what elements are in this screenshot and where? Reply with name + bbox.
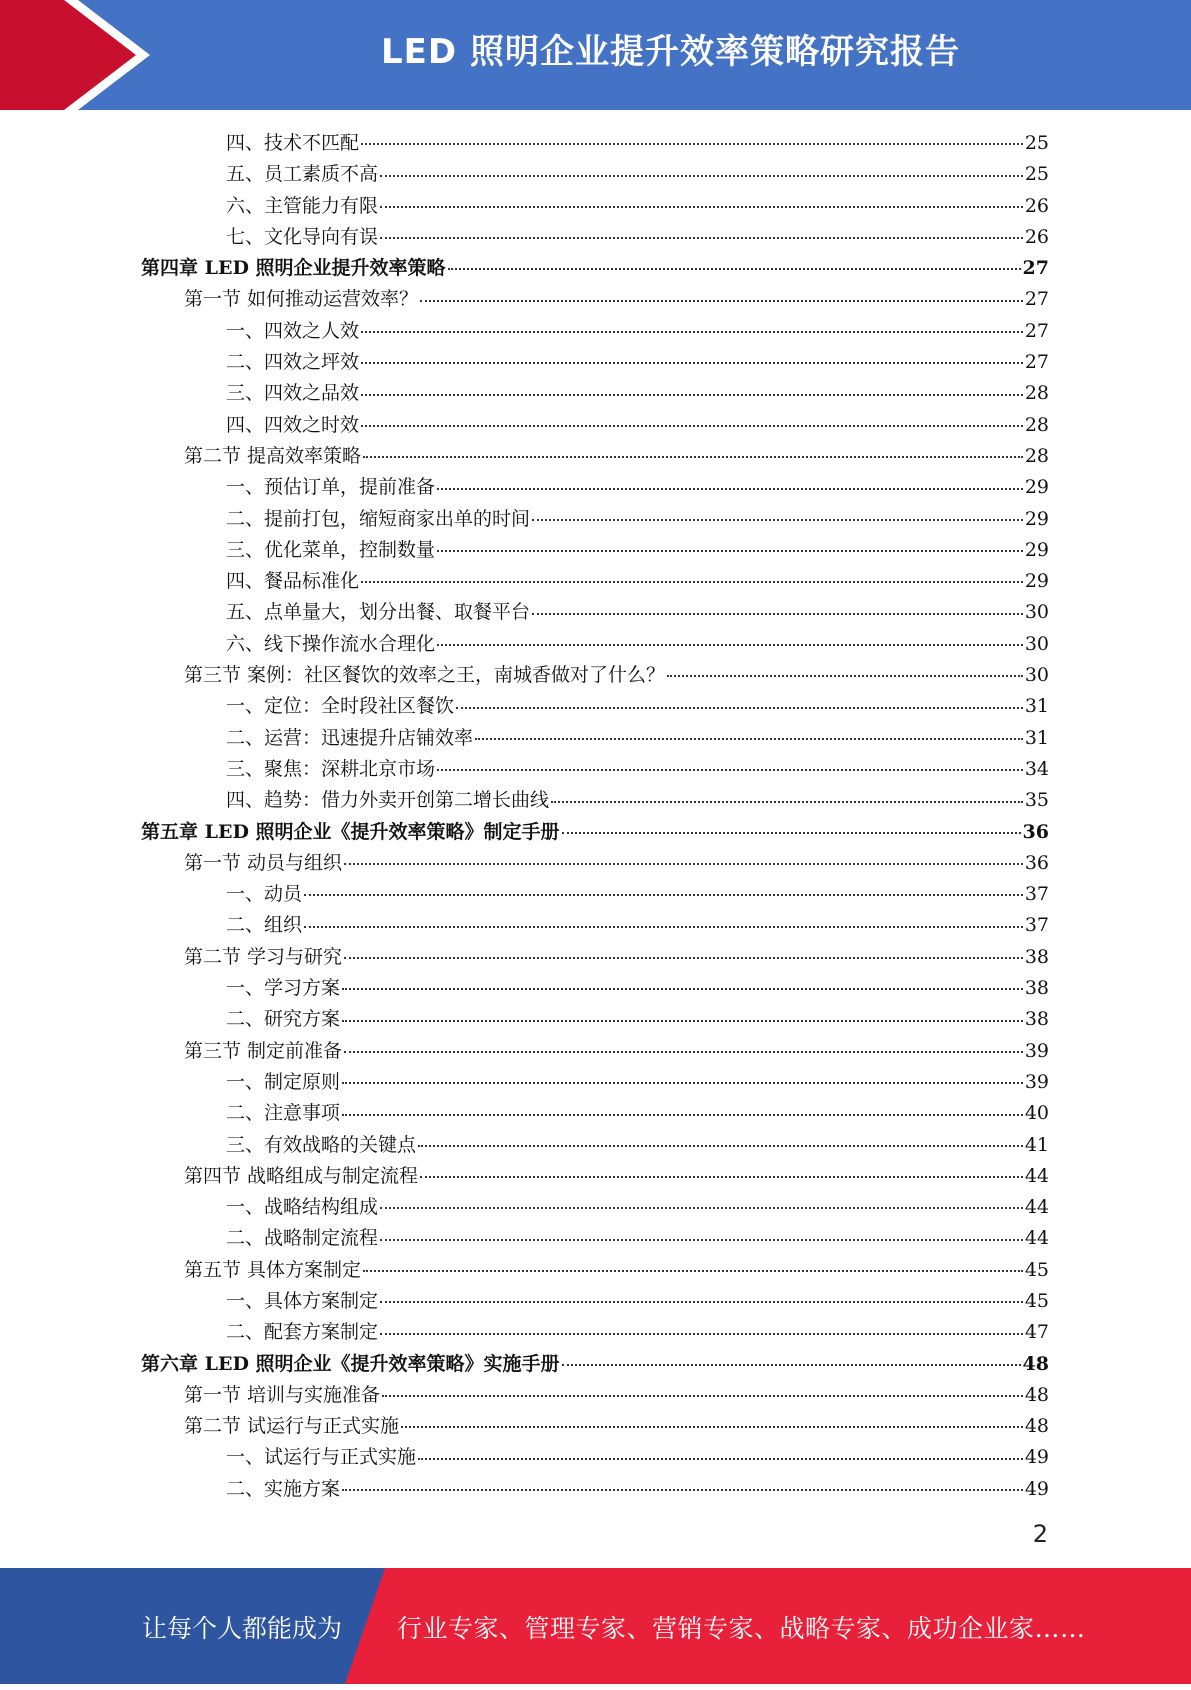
toc-section-entry[interactable] [141,284,1049,315]
toc-page-number: 27 [1024,319,1049,342]
toc-dot-leader [667,675,1023,677]
toc-entry-title: 第二节 试运行与正式实施 [184,1415,400,1438]
toc-dot-leader [363,1270,1023,1272]
toc-page-number: 39 [1024,1070,1049,1093]
toc-page-number: 30 [1024,632,1049,655]
toc-entry-title: 第六章 LED 照明企业《提升效率策略》实施手册 [141,1352,560,1375]
toc-subsection-entry[interactable] [141,597,1049,628]
toc-entry-title: 第五章 LED 照明企业《提升效率策略》制定手册 [141,820,560,843]
toc-dot-leader [361,394,1023,396]
toc-page-number: 38 [1024,1008,1049,1031]
toc-dot-leader [380,1301,1023,1303]
toc-page-number: 36 [1024,851,1049,874]
toc-subsection-entry[interactable] [141,1286,1049,1317]
toc-dot-leader [342,1020,1023,1022]
toc-page-number: 48 [1024,1415,1049,1438]
toc-page-number: 35 [1024,789,1049,812]
toc-section-entry[interactable] [141,1411,1049,1442]
toc-entry-title: 五、点单量大，划分出餐、取餐平台 [226,601,531,624]
toc-dot-leader [382,1395,1023,1397]
toc-subsection-entry[interactable] [141,723,1049,754]
toc-page-number: 48 [1022,1352,1049,1375]
toc-chapter-entry[interactable] [141,817,1049,848]
toc-subsection-entry[interactable] [141,973,1049,1004]
toc-dot-leader [456,707,1023,709]
toc-page-number: 37 [1024,883,1049,906]
toc-entry-title: 二、运营：迅速提升店铺效率 [226,726,474,749]
toc-dot-leader [562,832,1021,834]
toc-entry-title: 一、试运行与正式实施 [226,1446,417,1469]
toc-entry-title: 第四章 LED 照明企业提升效率策略 [141,257,446,280]
toc-entry-title: 三、聚焦：深耕北京市场 [226,757,436,780]
toc-dot-leader [532,519,1023,521]
toc-page-number: 26 [1024,194,1049,217]
toc-dot-leader [448,268,1021,270]
toc-subsection-entry[interactable] [141,1317,1049,1348]
toc-entry-title: 三、四效之品效 [226,382,360,405]
toc-page-number: 47 [1024,1321,1049,1344]
toc-page-number: 29 [1024,538,1049,561]
toc-subsection-entry[interactable] [141,1130,1049,1161]
toc-entry-title: 第四节 战略组成与制定流程 [184,1164,419,1187]
toc-entry-title: 二、提前打包，缩短商家出单的时间 [226,507,531,530]
toc-subsection-entry[interactable] [141,1223,1049,1254]
toc-dot-leader [361,581,1023,583]
toc-dot-leader [380,175,1023,177]
header-banner [0,0,1191,110]
toc-section-entry[interactable] [141,1255,1049,1286]
toc-dot-leader [304,894,1023,896]
toc-entry-title: 三、优化菜单，控制数量 [226,538,436,561]
toc-chapter-entry[interactable] [141,253,1049,284]
toc-dot-leader [418,1458,1023,1460]
toc-page-number: 27 [1024,351,1049,374]
toc-entry-title: 二、研究方案 [226,1008,341,1031]
toc-page-number: 28 [1024,444,1049,467]
toc-entry-title: 二、四效之坪效 [226,351,360,374]
toc-page-number: 39 [1024,1039,1049,1062]
toc-subsection-entry[interactable] [141,191,1049,222]
toc-entry-title: 一、预估订单，提前准备 [226,476,436,499]
toc-entry-title: 一、四效之人效 [226,319,360,342]
footer-slogan: 让每个人都能成为 [142,1614,343,1643]
toc-page-number: 48 [1024,1383,1049,1406]
toc-entry-title: 一、动员 [226,883,303,906]
toc-subsection-entry[interactable] [141,378,1049,409]
toc-page-number: 25 [1024,163,1049,186]
toc-dot-leader [361,331,1023,333]
toc-dot-leader [361,362,1023,364]
toc-dot-leader [342,1114,1023,1116]
toc-page-number: 38 [1024,945,1049,968]
toc-entry-title: 一、具体方案制定 [226,1289,379,1312]
toc-entry-title: 第一节 培训与实施准备 [184,1383,381,1406]
toc-dot-leader [437,488,1023,490]
toc-section-entry[interactable] [141,441,1049,472]
toc-dot-leader [418,1145,1023,1147]
toc-entry-title: 第一节 动员与组织 [184,851,343,874]
toc-dot-leader [437,769,1023,771]
toc-entry-title: 第五节 具体方案制定 [184,1258,362,1281]
toc-entry-title: 四、餐品标准化 [226,570,360,593]
toc-entry-title: 第三节 案例：社区餐饮的效率之王，南城香做对了什么？ [184,664,666,687]
toc-page-number: 41 [1024,1133,1049,1156]
toc-section-entry[interactable] [141,1161,1049,1192]
toc-page-number: 34 [1024,757,1049,780]
toc-subsection-entry[interactable] [141,1474,1049,1505]
toc-subsection-entry[interactable] [141,410,1049,441]
toc-entry-title: 二、战略制定流程 [226,1227,379,1250]
toc-dot-leader [532,613,1023,615]
document-title: LED 照明企业提升效率策略研究报告 [381,32,960,72]
toc-page-number: 27 [1022,257,1049,280]
toc-entry-title: 第二节 学习与研究 [184,945,343,968]
toc-entry-title: 二、组织 [226,914,303,937]
toc-dot-leader [380,206,1023,208]
toc-entry-title: 四、趋势：借力外卖开创第二增长曲线 [226,789,550,812]
toc-entry-title: 五、员工素质不高 [226,163,379,186]
toc-page-number: 37 [1024,914,1049,937]
toc-section-entry[interactable] [141,1380,1049,1411]
toc-entry-title: 第二节 提高效率策略 [184,444,362,467]
toc-subsection-entry[interactable] [141,504,1049,535]
toc-section-entry[interactable] [141,1036,1049,1067]
toc-subsection-entry[interactable] [141,128,1049,159]
toc-dot-leader [361,425,1023,427]
table-of-contents [141,128,1049,1505]
toc-entry-title: 四、四效之时效 [226,413,360,436]
toc-subsection-entry[interactable] [141,1098,1049,1129]
toc-entry-title: 四、技术不匹配 [226,132,360,154]
toc-subsection-entry[interactable] [141,535,1049,566]
toc-entry-title: 六、主管能力有限 [226,194,379,217]
toc-dot-leader [342,1489,1023,1491]
toc-page-number: 30 [1024,601,1049,624]
toc-subsection-entry[interactable] [141,1004,1049,1035]
toc-subsection-entry[interactable] [141,785,1049,816]
toc-subsection-entry[interactable] [141,691,1049,722]
toc-entry-title: 一、战略结构组成 [226,1196,379,1219]
toc-dot-leader [304,926,1023,928]
toc-subsection-entry[interactable] [141,629,1049,660]
toc-page-number: 25 [1024,132,1049,154]
toc-page-number: 29 [1024,507,1049,530]
toc-subsection-entry[interactable] [141,910,1049,941]
toc-section-entry[interactable] [141,660,1049,691]
toc-dot-leader [551,801,1023,803]
toc-page-number: 45 [1024,1289,1049,1312]
toc-page-number: 30 [1024,664,1049,687]
toc-entry-title: 第三节 制定前准备 [184,1039,343,1062]
toc-dot-leader [380,1333,1023,1335]
toc-dot-leader [380,237,1023,239]
toc-page-number: 44 [1024,1164,1049,1187]
toc-dot-leader [437,550,1023,552]
toc-dot-leader [342,988,1023,990]
toc-page-number: 29 [1024,476,1049,499]
toc-subsection-entry[interactable] [141,472,1049,503]
toc-dot-leader [344,863,1023,865]
toc-subsection-entry[interactable] [141,566,1049,597]
toc-entry-title: 二、注意事项 [226,1102,341,1125]
toc-subsection-entry[interactable] [141,347,1049,378]
toc-page-number: 26 [1024,225,1049,248]
toc-page-number: 29 [1024,570,1049,593]
toc-page-number: 44 [1024,1227,1049,1250]
toc-subsection-entry[interactable] [141,159,1049,190]
toc-dot-leader [401,1426,1023,1428]
toc-dot-leader [380,1207,1023,1209]
toc-entry-title: 一、定位：全时段社区餐饮 [226,695,455,718]
toc-section-entry[interactable] [141,942,1049,973]
toc-entry-title: 一、制定原则 [226,1070,341,1093]
toc-entry-title: 三、有效战略的关键点 [226,1133,417,1156]
toc-dot-leader [562,1364,1021,1366]
toc-dot-leader [361,143,1023,145]
toc-dot-leader [342,1082,1023,1084]
toc-page-number: 38 [1024,977,1049,1000]
toc-dot-leader [344,1051,1023,1053]
toc-chapter-entry[interactable] [141,1349,1049,1380]
toc-page-number: 49 [1024,1477,1049,1500]
toc-subsection-entry[interactable] [141,222,1049,253]
toc-subsection-entry[interactable] [141,754,1049,785]
toc-dot-leader [380,1239,1023,1241]
toc-entry-title: 七、文化导向有误 [226,225,379,248]
toc-entry-title: 第一节 如何推动运营效率？ [184,288,419,311]
toc-dot-leader [344,957,1023,959]
toc-entry-title: 二、实施方案 [226,1477,341,1500]
toc-entry-title: 二、配套方案制定 [226,1321,379,1344]
toc-page-number: 27 [1024,288,1049,311]
toc-page-number: 44 [1024,1196,1049,1219]
toc-entry-title: 六、线下操作流水合理化 [226,632,436,655]
toc-dot-leader [475,738,1023,740]
page-number: 2 [1032,1520,1048,1548]
toc-page-number: 31 [1024,726,1049,749]
toc-subsection-entry[interactable] [141,316,1049,347]
toc-page-number: 28 [1024,413,1049,436]
toc-subsection-entry[interactable] [141,1442,1049,1473]
toc-subsection-entry[interactable] [141,879,1049,910]
toc-page-number: 31 [1024,695,1049,718]
toc-page-number: 28 [1024,382,1049,405]
toc-entry-title: 一、学习方案 [226,977,341,1000]
toc-section-entry[interactable] [141,848,1049,879]
toc-dot-leader [363,456,1023,458]
toc-page-number: 40 [1024,1102,1049,1125]
header-arrow-decoration [0,0,160,110]
toc-subsection-entry[interactable] [141,1192,1049,1223]
footer-banner [0,1568,1191,1684]
toc-dot-leader [420,1176,1023,1178]
toc-page-number: 45 [1024,1258,1049,1281]
toc-subsection-entry[interactable] [141,1067,1049,1098]
toc-dot-leader [437,644,1023,646]
toc-page-number: 36 [1022,820,1049,843]
toc-dot-leader [420,300,1023,302]
toc-page-number: 49 [1024,1446,1049,1469]
footer-tagline: 行业专家、管理专家、营销专家、战略专家、成功企业家…… [397,1614,1086,1643]
